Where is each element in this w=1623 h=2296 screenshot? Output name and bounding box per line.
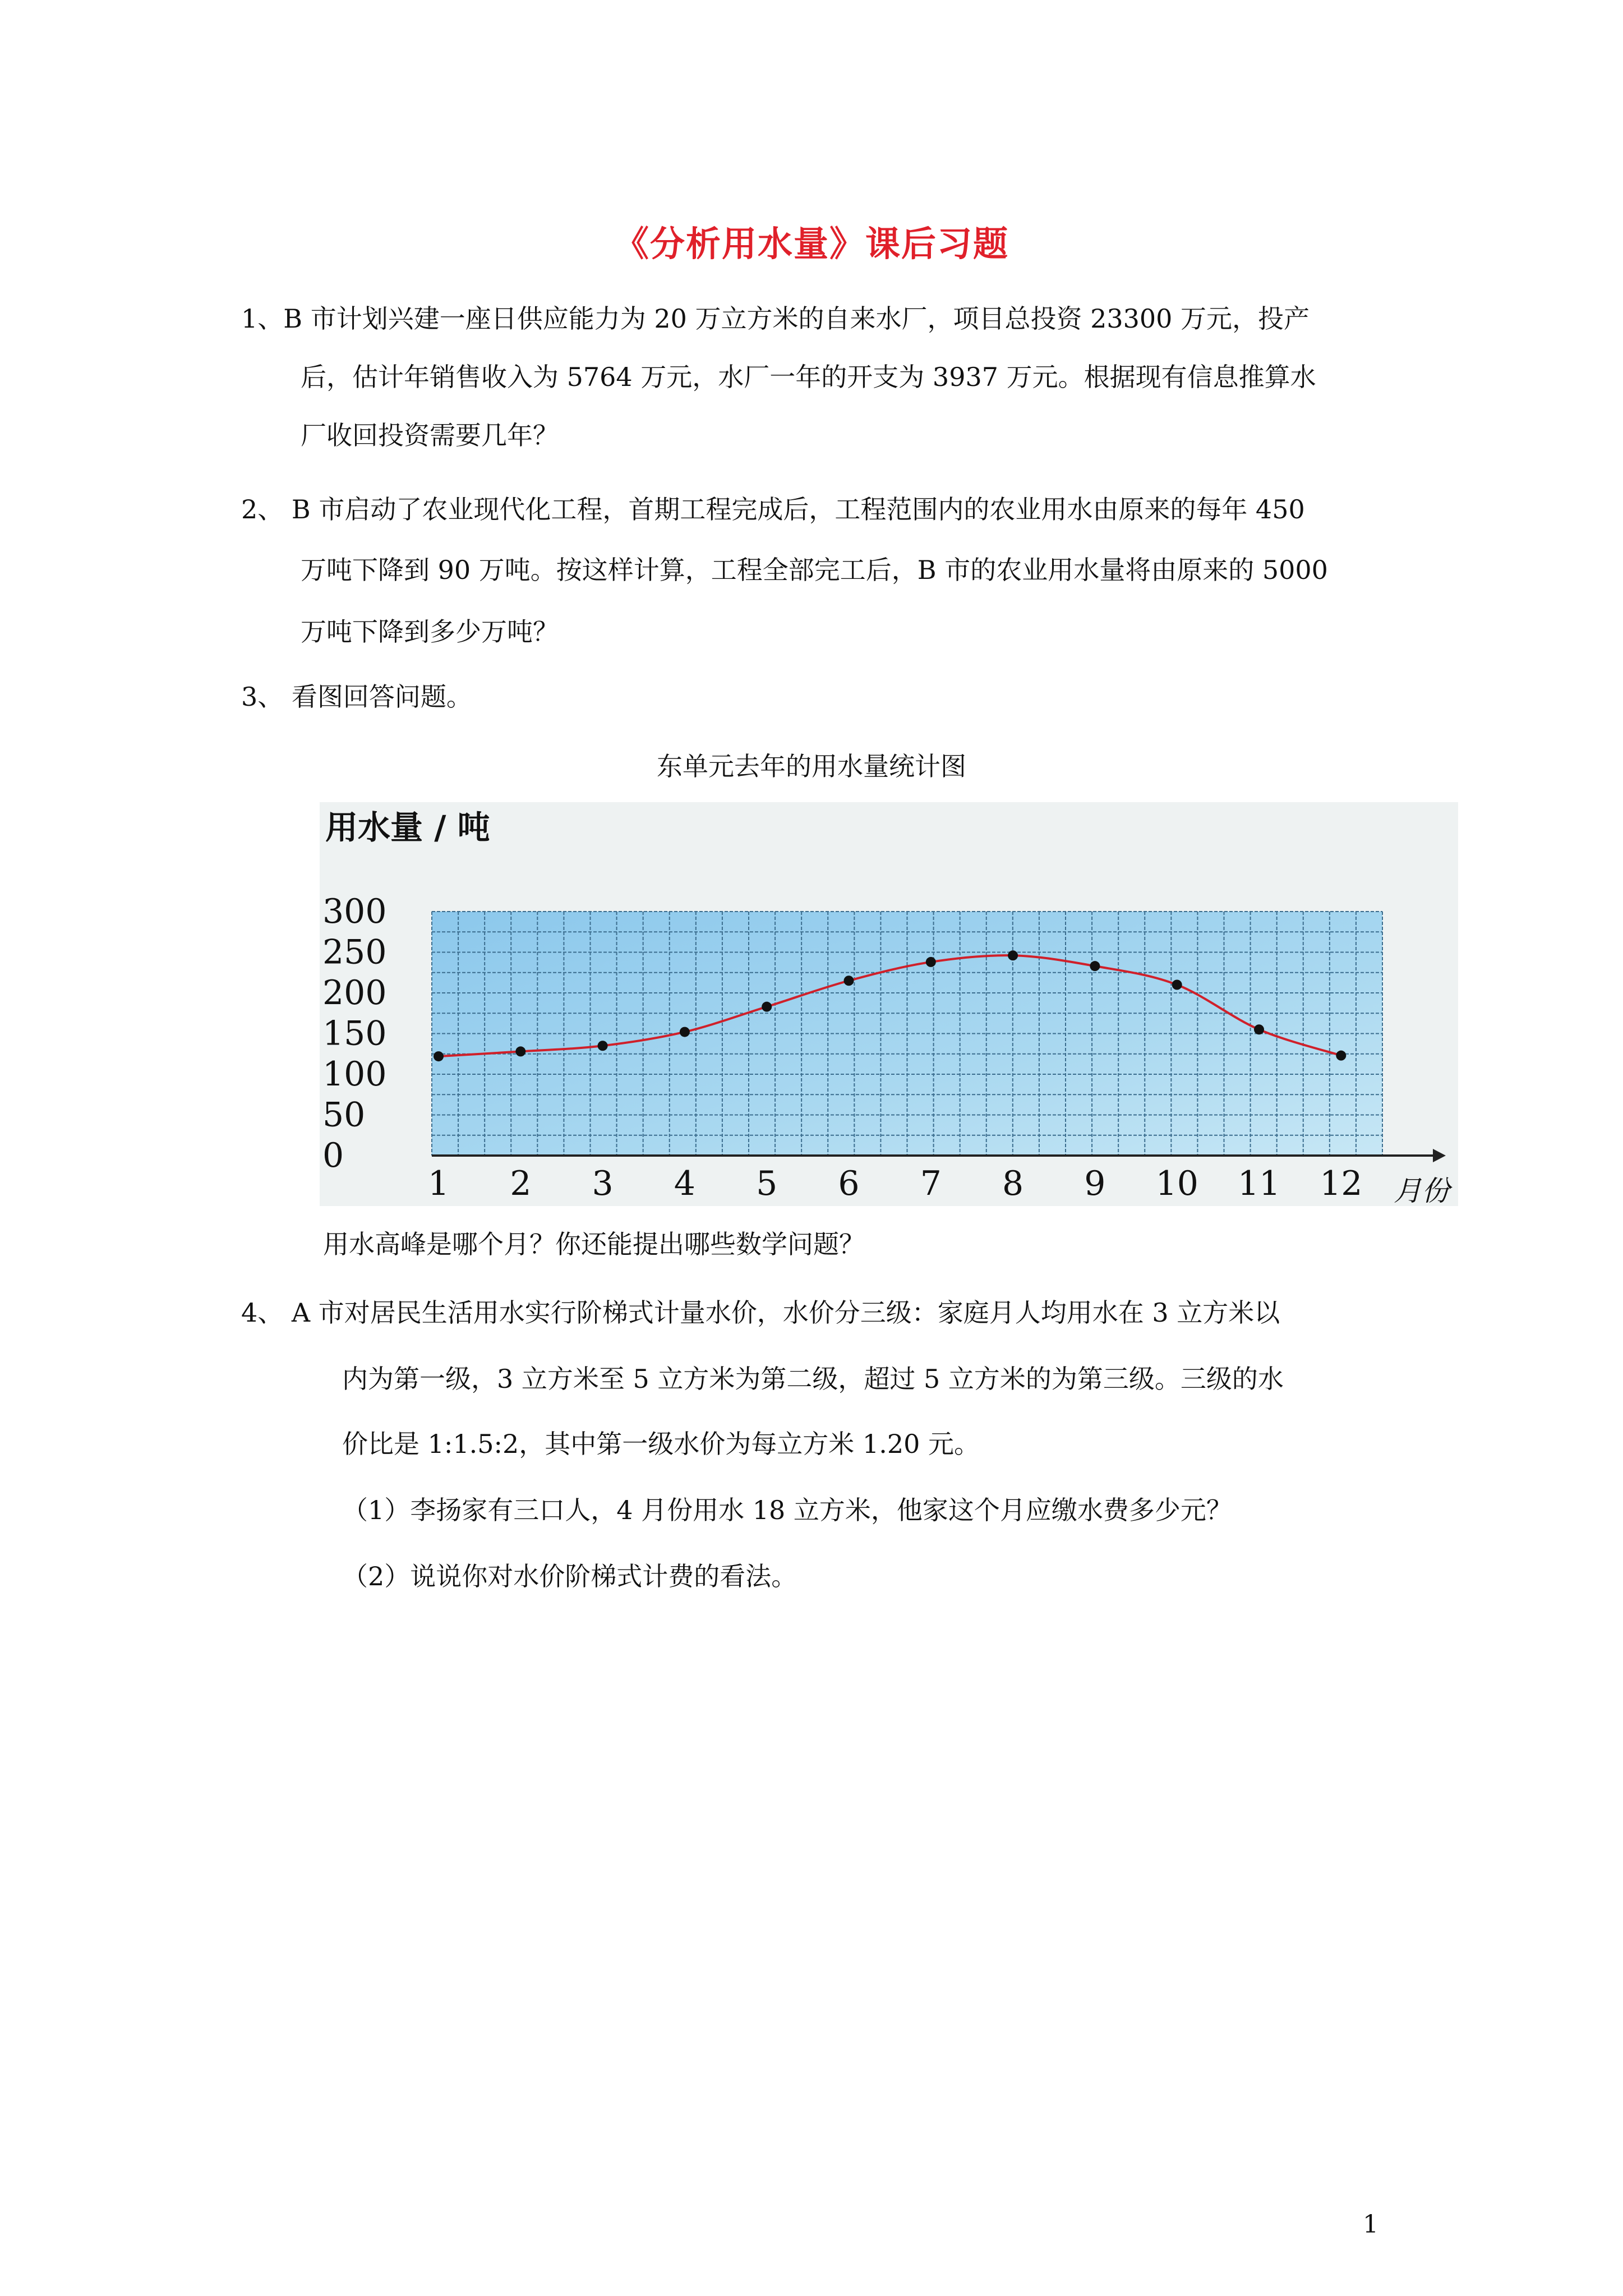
data-point-month-4 xyxy=(680,1027,690,1037)
data-point-month-8 xyxy=(1008,950,1018,960)
question-1-line-3: 厂收回投资需要几年？ xyxy=(301,420,559,450)
x-tick-label: 8 xyxy=(1002,1164,1024,1203)
water-usage-chart-svg xyxy=(320,802,1458,1206)
x-tick-label: 5 xyxy=(756,1164,778,1203)
y-tick-label: 250 xyxy=(322,932,387,972)
data-point-month-6 xyxy=(844,976,854,986)
y-tick-label: 100 xyxy=(322,1055,387,1094)
data-point-month-1 xyxy=(434,1051,444,1061)
data-point-month-11 xyxy=(1254,1024,1264,1034)
x-tick-label: 9 xyxy=(1084,1164,1106,1203)
data-point-month-3 xyxy=(598,1041,608,1051)
x-tick-label: 6 xyxy=(838,1164,860,1203)
x-tick-label: 4 xyxy=(674,1164,695,1203)
y-tick-label: 300 xyxy=(322,892,387,931)
question-4-sub-2: （2）说说你对水价阶梯式计费的看法。 xyxy=(342,1561,797,1591)
question-4-line-2: 内为第一级，3 立方米至 5 立方米为第二级，超过 5 立方米的为第三级。三级的水 xyxy=(342,1364,1284,1394)
x-tick-label: 3 xyxy=(592,1164,614,1203)
data-point-month-7 xyxy=(926,957,936,967)
page-number: 1 xyxy=(1363,2210,1378,2239)
chart-title: 东单元去年的用水量统计图 xyxy=(657,751,966,781)
x-tick-label: 7 xyxy=(920,1164,942,1203)
question-2-line-2: 万吨下降到 90 万吨。按这样计算，工程全部完工后，B 市的农业用水量将由原来的 5000 xyxy=(301,555,1328,585)
question-4-line-3: 价比是 1:1.5:2，其中第一级水价为每立方米 1.20 元。 xyxy=(342,1429,980,1459)
y-tick-label: 50 xyxy=(322,1095,366,1135)
x-tick-label: 12 xyxy=(1320,1164,1363,1203)
question-3-line-1: 3、 看图回答问题。 xyxy=(241,682,472,712)
y-tick-label: 0 xyxy=(322,1136,344,1175)
x-tick-label: 11 xyxy=(1237,1164,1281,1203)
x-tick-label: 1 xyxy=(427,1164,450,1203)
water-usage-chart xyxy=(320,802,1458,1206)
question-2-line-3: 万吨下降到多少万吨？ xyxy=(301,616,559,647)
data-point-month-10 xyxy=(1172,980,1182,990)
question-4-sub-1: （1）李扬家有三口人，4 月份用水 18 立方米，他家这个月应缴水费多少元？ xyxy=(342,1495,1232,1525)
data-point-month-12 xyxy=(1336,1051,1346,1061)
data-point-month-5 xyxy=(762,1002,772,1012)
question-1-line-1: 1、B 市计划兴建一座日供应能力为 20 万立方米的自来水厂，项目总投资 23300 万元，投产 xyxy=(241,303,1310,334)
x-tick-label: 10 xyxy=(1155,1164,1198,1203)
x-tick-label: 2 xyxy=(510,1164,532,1203)
y-tick-label: 150 xyxy=(322,1014,387,1053)
y-tick-label: 200 xyxy=(322,973,387,1013)
question-2-line-1: 2、 B 市启动了农业现代化工程，首期工程完成后，工程范围内的农业用水由原来的每年 450 xyxy=(241,494,1305,524)
x-axis-label: 月份 xyxy=(1394,1175,1450,1206)
question-1-line-2: 后，估计年销售收入为 5764 万元，水厂一年的开支为 3937 万元。根据现有信息推算水 xyxy=(301,362,1316,392)
page-title: 《分析用水量》课后习题 xyxy=(614,223,1009,264)
data-point-month-2 xyxy=(515,1046,525,1056)
question-4-line-1: 4、 A 市对居民生活用水实行阶梯式计量水价，水价分三级：家庭月人均用水在 3 立方米以 xyxy=(241,1297,1280,1328)
data-point-month-9 xyxy=(1090,961,1100,971)
question-3-prompt: 用水高峰是哪个月？你还能提出哪些数学问题？ xyxy=(323,1229,865,1259)
y-axis-label: 用水量 / 吨 xyxy=(325,808,490,846)
